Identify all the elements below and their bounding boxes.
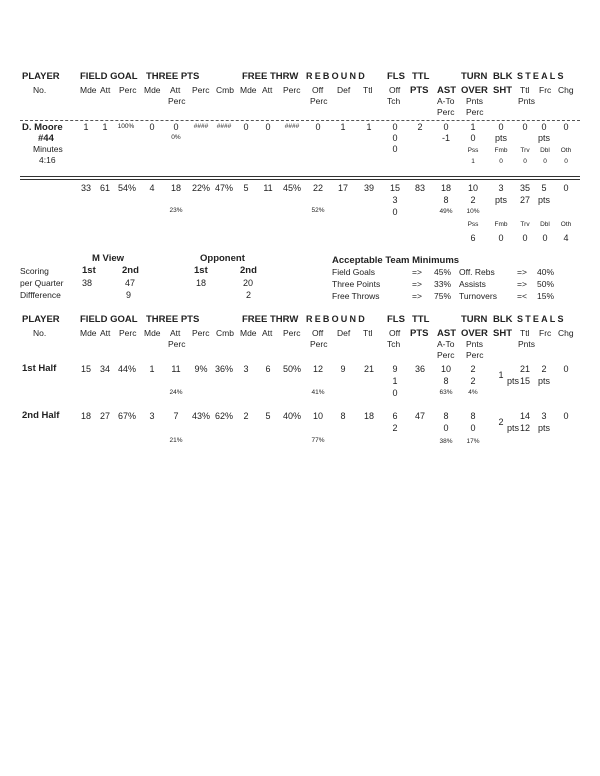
fouls-2: 0 xyxy=(392,133,398,143)
tp-att: 18 xyxy=(170,183,182,193)
steals-forced: 5 xyxy=(541,183,547,193)
divider-solid-1 xyxy=(20,176,580,177)
reb-off-col: Off xyxy=(312,328,324,338)
reb-def: 9 xyxy=(340,364,346,374)
block-header: BLK xyxy=(493,71,513,82)
field-goal-header: FIELD GOAL xyxy=(80,71,138,82)
min-arrow-3pt: => xyxy=(412,279,422,289)
difference-label: Diffference xyxy=(20,290,61,300)
ft-perc: 40% xyxy=(282,411,302,421)
fg-made: 15 xyxy=(80,364,92,374)
min-label-fg: Field Goals xyxy=(332,267,375,277)
assist-to-ratio: -1 xyxy=(441,133,451,143)
pss-label: Pss xyxy=(467,147,479,154)
min-label-assists: Assists xyxy=(459,279,486,289)
reb-ttl: 21 xyxy=(363,364,375,374)
steals-charge: 0 xyxy=(563,364,569,374)
mv-first-header: 1st xyxy=(82,265,96,276)
steal-ttl-col: Ttl xyxy=(520,85,530,95)
oth-value: 0 xyxy=(564,158,568,165)
rebound-header: REBOUND xyxy=(306,71,367,81)
fg-perc: 67% xyxy=(117,411,137,421)
ft-made-col: Mde xyxy=(240,85,257,95)
half-label: 1st Half xyxy=(22,363,57,374)
free-throw-header: FREE THRW xyxy=(242,71,299,82)
steals-header: STEALS xyxy=(517,71,566,81)
free-throw-header: FREE THRW xyxy=(242,314,299,325)
tp-perc: 43% xyxy=(191,411,211,421)
reb-def-col: Def xyxy=(337,85,351,95)
number-header: No. xyxy=(33,328,47,338)
steals-charge: 0 xyxy=(563,183,569,193)
tp-perc: 22% xyxy=(191,183,211,193)
combined-col: Cmb xyxy=(216,328,234,338)
three-pts-header: THREE PTS xyxy=(146,314,200,325)
reb-ttl: 1 xyxy=(366,122,372,132)
min-label-offreb: Off. Rebs xyxy=(459,267,495,277)
half-label: 2nd Half xyxy=(22,410,60,421)
steal-ttl-col: Ttl xyxy=(520,328,530,338)
reb-off: 0 xyxy=(315,122,321,132)
fouls-1: 0 xyxy=(392,122,398,132)
ft-perc-col: Perc xyxy=(283,328,301,338)
total-header: TTL xyxy=(412,314,430,325)
opp-first-score: 18 xyxy=(196,278,207,288)
ft-made-col: Mde xyxy=(240,328,257,338)
per-quarter-label: per Quarter xyxy=(20,278,64,288)
min-label-turnovers: Turnovers xyxy=(459,291,497,301)
steal-chg-col: Chg xyxy=(558,328,574,338)
tp-perc-col: Perc xyxy=(192,85,210,95)
opp-second-score: 20 xyxy=(243,278,254,288)
tp-made: 1 xyxy=(149,364,155,374)
min-label-3pt: Three Points xyxy=(332,279,381,289)
steal-frc-col: Frc xyxy=(539,85,552,95)
tp-att-perc-sub: Perc xyxy=(168,339,186,349)
mv-second-score: 47 xyxy=(125,278,136,288)
player-name: D. Moore xyxy=(22,122,63,133)
turnover-points: 0 xyxy=(470,133,476,143)
over-pnts-sub: Pnts xyxy=(466,96,484,106)
reb-off-perc-sub: Perc xyxy=(310,96,328,106)
over-col: OVER xyxy=(461,328,488,339)
fls-off-col: Off xyxy=(389,85,401,95)
steal-chg-col: Chg xyxy=(558,85,574,95)
steals-pts-label: pts xyxy=(537,423,551,433)
over-pnts-sub: Pnts xyxy=(466,339,484,349)
steals-pts-label: pts xyxy=(537,195,551,205)
dbl-value: 0 xyxy=(543,158,547,165)
m-view-header: M View xyxy=(92,253,125,264)
min-value-offreb: 40% xyxy=(537,267,555,277)
min-value-assists: 50% xyxy=(537,279,555,289)
steal-pnts-sub: Pnts xyxy=(518,96,536,106)
steals-points: 12 xyxy=(519,423,531,433)
tp-made: 4 xyxy=(149,183,155,193)
steals-total: 21 xyxy=(519,364,531,374)
trv-value: 0 xyxy=(523,158,527,165)
rebound-header: REBOUND xyxy=(306,314,367,324)
ast-ato-perc-sub: Perc xyxy=(437,350,455,360)
ft-att-col: Att xyxy=(262,85,273,95)
min-arrow-turnovers: =< xyxy=(517,291,527,301)
fg-perc-col: Perc xyxy=(119,328,137,338)
steal-frc-col: Frc xyxy=(539,328,552,338)
blocks-pts-label: pts xyxy=(494,133,508,143)
fg-att: 1 xyxy=(102,122,108,132)
fg-att: 34 xyxy=(99,364,111,374)
ft-perc: 50% xyxy=(282,364,302,374)
tp-att: 11 xyxy=(171,364,181,374)
pss-value: 6 xyxy=(470,233,476,243)
fouls-1: 9 xyxy=(392,364,398,374)
turnover-points: 2 xyxy=(470,376,476,386)
over-pnts-perc-sub: Perc xyxy=(466,350,484,360)
opp-difference: 2 xyxy=(246,290,252,300)
pss-value: 1 xyxy=(471,158,475,165)
fg-att: 27 xyxy=(99,411,111,421)
opp-second-header: 2nd xyxy=(240,265,257,276)
fg-perc-col: Perc xyxy=(119,85,137,95)
tp-att-col: Att xyxy=(170,328,181,338)
mv-first-score: 38 xyxy=(82,278,93,288)
reb-off: 12 xyxy=(312,364,324,374)
steals-forced: 0 xyxy=(541,122,547,132)
dbl-label: Dbl xyxy=(540,221,550,228)
blocks-pts-label: pts xyxy=(507,423,520,433)
tp-sub-perc: 23% xyxy=(169,207,183,214)
tp-perc: #### xyxy=(193,123,209,130)
blocks-pts-label: pts xyxy=(494,195,508,205)
turnover-perc: 17% xyxy=(466,438,480,445)
player-header: PLAYER xyxy=(22,71,60,82)
turnovers: 1 xyxy=(470,122,476,132)
mv-second-header: 2nd xyxy=(122,265,139,276)
combined: 47% xyxy=(214,183,234,193)
ft-att-col: Att xyxy=(262,328,273,338)
reb-ttl-col: Ttl xyxy=(363,328,373,338)
fg-att-col: Att xyxy=(100,328,111,338)
blocks-pts-label: pts xyxy=(507,376,520,386)
steals-header: STEALS xyxy=(517,314,566,324)
fls-off-col: Off xyxy=(389,328,401,338)
assist-perc: 49% xyxy=(439,208,453,215)
blocks: 1 xyxy=(498,370,504,380)
tp-att: 7 xyxy=(173,411,179,421)
block-header: BLK xyxy=(493,314,513,325)
fouls-3: 0 xyxy=(392,388,398,398)
assist-perc: 38% xyxy=(439,438,453,445)
min-arrow-ft: => xyxy=(412,291,422,301)
tp-att-perc-sub: Perc xyxy=(168,96,186,106)
tp-sub-perc: 21% xyxy=(169,437,183,444)
total-header: TTL xyxy=(412,71,430,82)
fg-att: 61 xyxy=(99,183,111,193)
combined: #### xyxy=(216,123,232,130)
reb-off: 22 xyxy=(312,183,324,193)
steals-points: 27 xyxy=(519,195,531,205)
trv-label: Trv xyxy=(520,147,530,154)
ast-ato-sub: A-To xyxy=(437,96,455,106)
oth-value: 4 xyxy=(563,233,569,243)
fmb-label: Fmb xyxy=(494,147,508,154)
fg-made: 1 xyxy=(83,122,89,132)
ft-att: 6 xyxy=(265,364,271,374)
assist-perc: 63% xyxy=(439,389,453,396)
fg-made: 33 xyxy=(80,183,92,193)
fg-perc: 54% xyxy=(117,183,137,193)
fmb-value: 0 xyxy=(499,158,503,165)
fouls-3: 0 xyxy=(392,207,398,217)
tp-made: 0 xyxy=(149,122,155,132)
min-label-ft: Free Throws xyxy=(332,291,380,301)
steals-pts-label: pts xyxy=(537,133,551,143)
steals-charge: 0 xyxy=(563,411,569,421)
steals-charge: 0 xyxy=(563,122,569,132)
oth-label: Oth xyxy=(560,221,572,228)
tp-perc: 9% xyxy=(194,364,208,374)
trv-label: Trv xyxy=(520,221,530,228)
min-value-ft: 75% xyxy=(434,291,452,301)
assists: 8 xyxy=(443,411,449,421)
reb-off: 10 xyxy=(312,411,324,421)
fouls-3: 0 xyxy=(392,144,398,154)
opp-first-header: 1st xyxy=(194,265,208,276)
fouls-2: 1 xyxy=(392,376,398,386)
min-arrow-offreb: => xyxy=(517,267,527,277)
steals-pts-label: pts xyxy=(537,376,551,386)
ft-made: 2 xyxy=(243,411,249,421)
assists: 10 xyxy=(440,364,452,374)
fouls-header: FLS xyxy=(387,71,405,82)
assist-to-ratio: 0 xyxy=(443,423,449,433)
reb-off-perc-sub: Perc xyxy=(310,339,328,349)
tp-made: 3 xyxy=(149,411,155,421)
ft-att: 5 xyxy=(265,411,271,421)
min-value-3pt: 33% xyxy=(434,279,452,289)
over-pnts-perc-sub: Perc xyxy=(466,107,484,117)
fouls-1: 15 xyxy=(389,183,401,193)
reb-off-perc: 77% xyxy=(311,437,325,444)
turn-header: TURN xyxy=(461,314,488,325)
fouls-2: 2 xyxy=(392,423,398,433)
reb-off-perc: 52% xyxy=(311,207,325,214)
total-points: 2 xyxy=(417,122,423,132)
reb-def: 17 xyxy=(337,183,349,193)
reb-off-col: Off xyxy=(312,85,324,95)
steals-total: 14 xyxy=(519,411,531,421)
pts-col: PTS xyxy=(410,328,429,339)
ast-col: AST xyxy=(437,85,456,96)
tp-sub-perc: 24% xyxy=(169,389,183,396)
combined: 62% xyxy=(214,411,234,421)
total-points: 47 xyxy=(414,411,426,421)
fg-perc: 100% xyxy=(117,123,135,130)
tp-att-col: Att xyxy=(170,85,181,95)
min-value-turnovers: 15% xyxy=(537,291,555,301)
minutes-label: Minutes xyxy=(33,144,63,154)
reb-ttl: 18 xyxy=(363,411,375,421)
total-points: 83 xyxy=(414,183,426,193)
sht-col: SHT xyxy=(493,85,512,96)
turnovers: 10 xyxy=(467,183,479,193)
fg-att-col: Att xyxy=(100,85,111,95)
number-header: No. xyxy=(33,85,47,95)
steals-total: 35 xyxy=(519,183,531,193)
combined: 36% xyxy=(214,364,234,374)
blocks: 0 xyxy=(498,122,504,132)
player-number: #44 xyxy=(38,133,54,144)
reb-ttl-col: Ttl xyxy=(363,85,373,95)
ast-ato-perc-sub: Perc xyxy=(437,107,455,117)
oth-label: Oth xyxy=(560,147,572,154)
turn-header: TURN xyxy=(461,71,488,82)
reb-off-perc: 41% xyxy=(311,389,325,396)
over-col: OVER xyxy=(461,85,488,96)
divider-solid-2 xyxy=(20,179,580,180)
fmb-value: 0 xyxy=(498,233,504,243)
field-goal-header: FIELD GOAL xyxy=(80,314,138,325)
tp-perc-col: Perc xyxy=(192,328,210,338)
steals-total: 0 xyxy=(522,122,528,132)
fg-made-col: Mde xyxy=(80,328,97,338)
blocks: 2 xyxy=(498,417,504,427)
tp-made-col: Mde xyxy=(144,328,161,338)
mv-difference: 9 xyxy=(126,290,132,300)
turnover-points: 0 xyxy=(470,423,476,433)
ft-perc-col: Perc xyxy=(283,85,301,95)
min-arrow-assists: => xyxy=(517,279,527,289)
ast-col: AST xyxy=(437,328,456,339)
steals-forced: 2 xyxy=(541,364,547,374)
reb-def: 8 xyxy=(340,411,346,421)
minimums-title: Acceptable Team Minimums xyxy=(332,255,460,266)
ast-ato-sub: A-To xyxy=(437,339,455,349)
turnover-perc: 10% xyxy=(466,208,480,215)
turnovers: 8 xyxy=(470,411,476,421)
minutes-value: 4:16 xyxy=(39,155,56,165)
total-points: 36 xyxy=(414,364,426,374)
turnovers: 2 xyxy=(470,364,476,374)
ft-perc: 45% xyxy=(282,183,302,193)
fls-tch-sub: Tch xyxy=(387,96,401,106)
steals-forced: 3 xyxy=(541,411,547,421)
combined-col: Cmb xyxy=(216,85,234,95)
divider-dashed xyxy=(20,120,580,121)
fouls-1: 6 xyxy=(392,411,398,421)
three-pts-header: THREE PTS xyxy=(146,71,200,82)
sht-col: SHT xyxy=(493,328,512,339)
pts-col: PTS xyxy=(410,85,429,96)
fg-made-col: Mde xyxy=(80,85,97,95)
assist-to-ratio: 8 xyxy=(443,376,449,386)
turnover-points: 2 xyxy=(470,195,476,205)
ft-att: 11 xyxy=(263,183,273,193)
ft-made: 3 xyxy=(243,364,249,374)
reb-def-col: Def xyxy=(337,328,351,338)
tp-att: 0 xyxy=(173,122,179,132)
min-arrow-fg: => xyxy=(412,267,422,277)
assists: 18 xyxy=(440,183,452,193)
reb-def: 1 xyxy=(340,122,346,132)
min-value-fg: 45% xyxy=(434,267,452,277)
assist-to-ratio: 8 xyxy=(443,195,449,205)
scoring-label: Scoring xyxy=(20,266,49,276)
trv-value: 0 xyxy=(522,233,528,243)
fouls-2: 3 xyxy=(392,195,398,205)
fg-perc: 44% xyxy=(117,364,137,374)
fg-made: 18 xyxy=(80,411,92,421)
fls-tch-sub: Tch xyxy=(387,339,401,349)
tp-made-col: Mde xyxy=(144,85,161,95)
fmb-label: Fmb xyxy=(494,221,508,228)
tp-perc-sub: 0% xyxy=(171,134,181,141)
ft-made: 0 xyxy=(243,122,249,132)
assists: 0 xyxy=(443,122,449,132)
ft-att: 0 xyxy=(265,122,271,132)
turnover-perc: 4% xyxy=(468,389,478,396)
dbl-label: Dbl xyxy=(540,147,550,154)
ft-made: 5 xyxy=(243,183,249,193)
dbl-value: 0 xyxy=(542,233,548,243)
steals-points: 15 xyxy=(519,376,531,386)
blocks: 3 xyxy=(498,183,504,193)
ft-perc: #### xyxy=(284,123,300,130)
pss-label: Pss xyxy=(467,221,479,228)
player-header: PLAYER xyxy=(22,314,60,325)
reb-ttl: 39 xyxy=(363,183,375,193)
opponent-header: Opponent xyxy=(200,253,245,264)
steal-pnts-sub: Pnts xyxy=(518,339,536,349)
fouls-header: FLS xyxy=(387,314,405,325)
